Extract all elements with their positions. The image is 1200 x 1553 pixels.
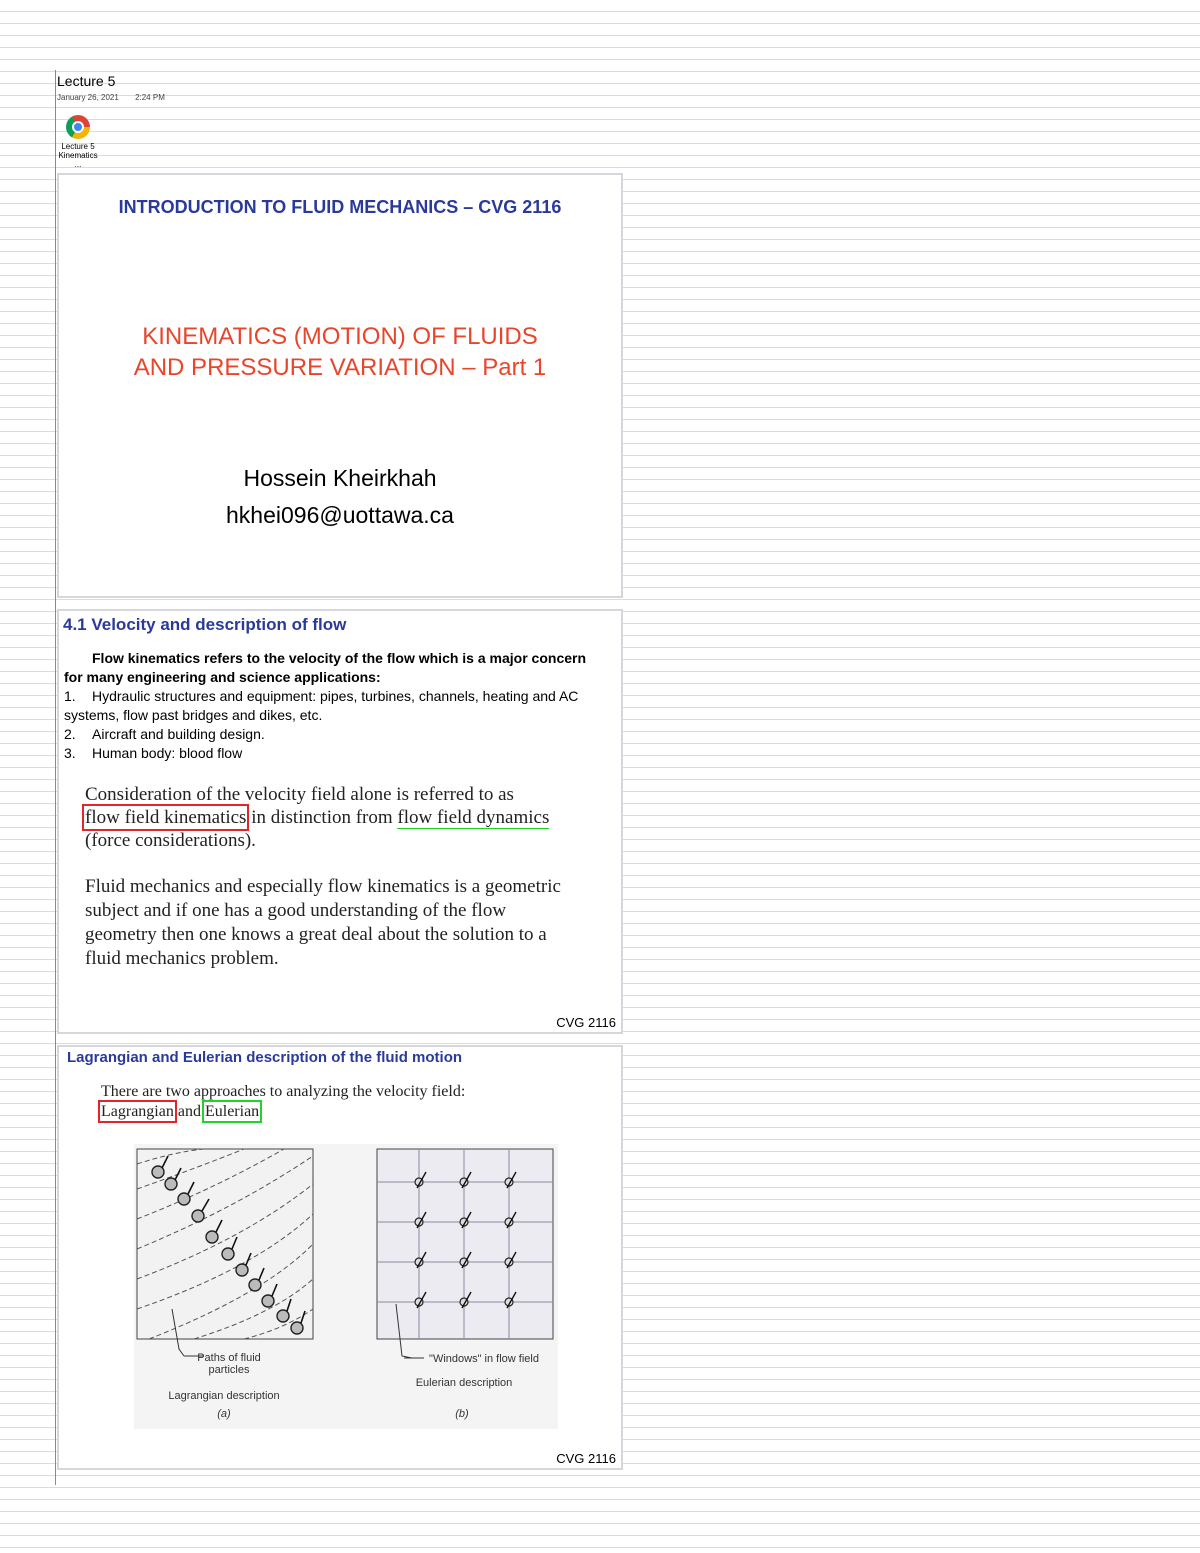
figure-left-label: (a) xyxy=(217,1408,231,1420)
slide-title xyxy=(57,173,623,598)
course-title: INTRODUCTION TO FLUID MECHANICS – CVG 2116 xyxy=(118,197,562,217)
figure-left-note: Paths of fluid particles xyxy=(197,1352,261,1376)
figure-right-label: (b) xyxy=(455,1408,469,1420)
attachment-label: Lecture 5 Kinematics ... xyxy=(58,142,98,169)
author-email: hkhei096@uottawa.ca xyxy=(226,502,454,528)
geometry-paragraph: Fluid mechanics and especially flow kinematics is a geometric subject and if one has a good understanding of the flow geometry then one knows a great deal about the solution to a fluid mechanics problem. xyxy=(85,876,561,969)
slide-velocity-description xyxy=(57,609,623,1034)
slide-lagrangian-eulerian xyxy=(57,1045,623,1470)
lecture-title: KINEMATICS (MOTION) OF FLUIDS AND PRESSURE VARIATION – Part 1 xyxy=(133,323,547,381)
note-title[interactable]: Lecture 5 xyxy=(57,73,116,89)
intro-text: Flow kinematics refers to the velocity of the flow which is a major concern for many engineering and science applications: xyxy=(64,650,587,685)
file-attachment[interactable] xyxy=(56,115,100,169)
slide-footer: CVG 2116 xyxy=(556,1015,616,1030)
notebook-margin-line xyxy=(55,70,56,1485)
applications-list xyxy=(64,687,604,763)
figure-right-note: "Windows" in flow field xyxy=(429,1353,539,1365)
chrome-icon xyxy=(66,115,90,139)
dynamics-highlight: flow field dynamics xyxy=(397,807,550,828)
lagrangian-highlight: Lagrangian xyxy=(101,1103,174,1120)
figure-left-caption: Lagrangian description xyxy=(168,1390,280,1402)
list-item: 2. Aircraft and building design. xyxy=(64,726,265,742)
kinematics-paragraph: Consideration of the velocity field alone is referred to as flow field kinematics in distinction from flow field dynamics (force considerations). xyxy=(85,784,550,851)
eulerian-highlight: Eulerian xyxy=(204,1103,260,1120)
author-block xyxy=(59,460,621,534)
kinematics-highlight: flow field kinematics xyxy=(85,807,247,828)
note-timestamp xyxy=(57,93,179,102)
approaches-paragraph: There are two approaches to analyzing the velocity field: Lagrangian and Eulerian xyxy=(101,1083,466,1120)
list-item: 1. Hydraulic structures and equipment: pipes, turbines, channels, heating and AC systems, flow past bridges and dikes, etc. xyxy=(64,688,579,723)
slide-heading: 4.1 Velocity and description of flow xyxy=(63,615,347,634)
list-item: 3. Human body: blood flow xyxy=(64,745,243,761)
slide-heading: Lagrangian and Eulerian description of the fluid motion xyxy=(67,1049,463,1066)
author-name: Hossein Kheirkhah xyxy=(243,465,437,491)
figure-right-caption: Eulerian description xyxy=(415,1377,513,1389)
slide-footer: CVG 2116 xyxy=(556,1451,616,1466)
lagrangian-eulerian-figure xyxy=(134,1144,558,1429)
note-time: 2:24 PM xyxy=(135,93,165,102)
note-date: January 26, 2021 xyxy=(57,93,119,102)
